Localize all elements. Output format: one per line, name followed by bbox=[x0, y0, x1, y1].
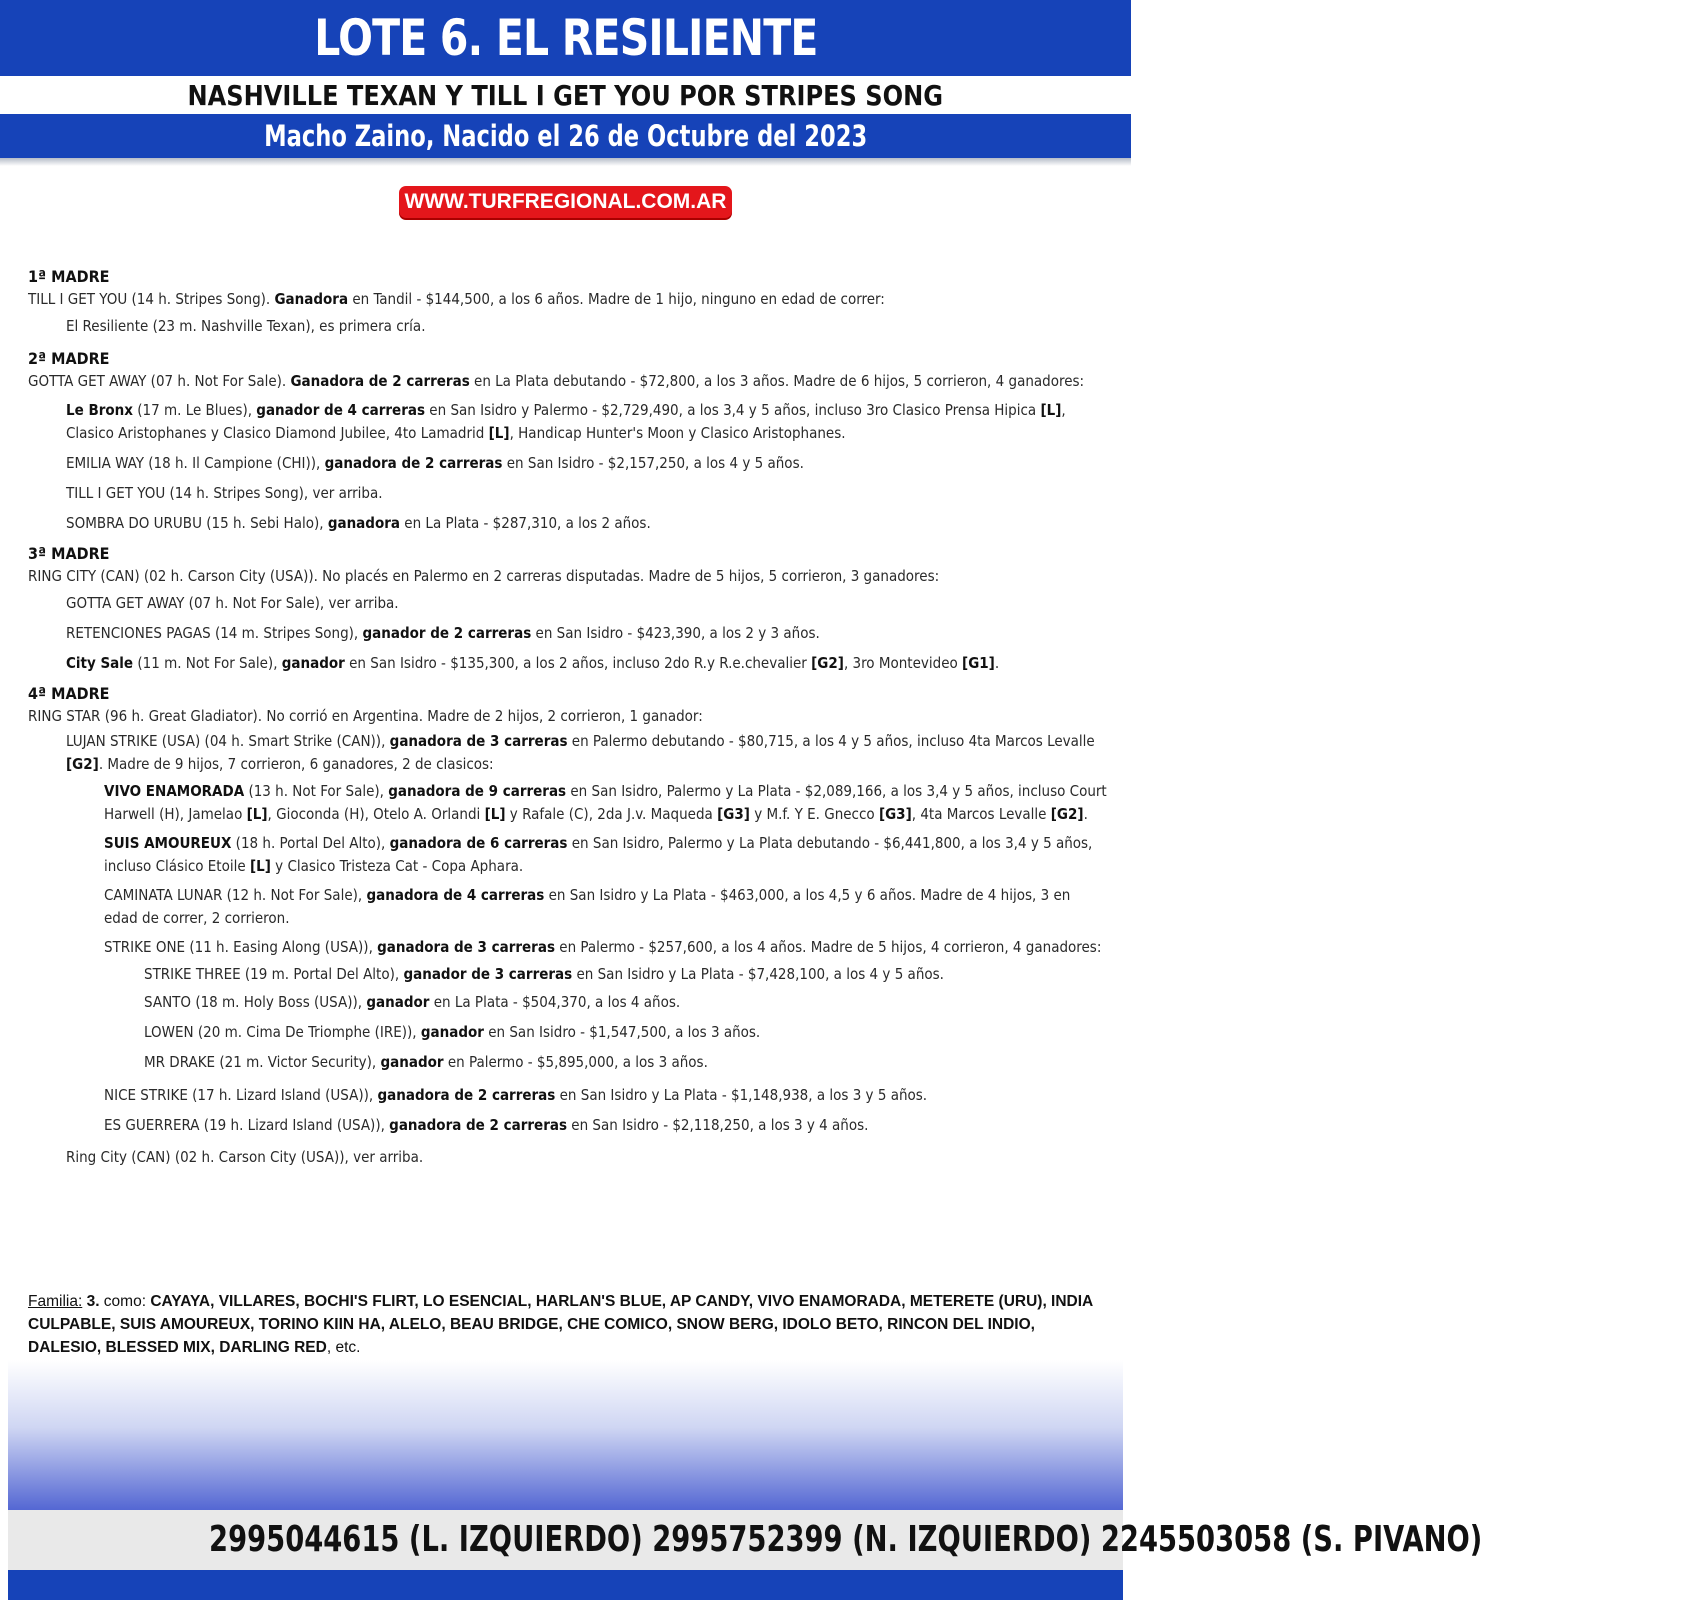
b: ganadora de 2 carreras bbox=[324, 454, 503, 472]
t: , Gioconda (H), Otelo A. Orlandi bbox=[267, 805, 485, 823]
t: en San Isidro, Palermo y La Plata - $2,089,166, a los 3,4 y 5 años, incluso Court Harwell (H), Jamelao bbox=[104, 782, 1107, 823]
b: ganadora de 2 carreras bbox=[377, 1086, 556, 1104]
t: CAMINATA LUNAR (12 h. Not For Sale), bbox=[104, 886, 367, 904]
details-band bbox=[0, 114, 1131, 158]
pedigree-band bbox=[0, 76, 1131, 114]
contact-phones: 2995044615 (L. IZQUIERDO) 2995752399 (N. IZQUIERDO) 2245503058 (S. PIVANO) bbox=[209, 1519, 1483, 1560]
madre4-greatgrand-2 bbox=[28, 991, 1108, 1014]
madre2-text: en La Plata debutando - $72,800, a los 3 años. Madre de 6 hijos, 5 corrieron, 4 ganadores: bbox=[469, 372, 1085, 390]
phone-band bbox=[8, 1510, 1483, 1570]
horse-name: VIVO ENAMORADA bbox=[104, 782, 245, 800]
b: [G3] bbox=[717, 805, 750, 823]
madre4-offspring-2: Ring City (CAN) (02 h. Carson City (USA)), ver arriba. bbox=[66, 1148, 424, 1166]
t: . bbox=[994, 654, 1000, 672]
madre4-line: RING STAR (96 h. Great Gladiator). No corrió en Argentina. Madre de 2 hijos, 2 corrieron, 1 ganador: bbox=[28, 707, 703, 725]
t: en La Plata - $287,310, a los 2 años. bbox=[400, 514, 651, 532]
b: ganador de 2 carreras bbox=[362, 624, 532, 642]
madre3-offspring-1: GOTTA GET AWAY (07 h. Not For Sale), ver arriba. bbox=[66, 594, 399, 612]
b: ganador bbox=[420, 1023, 484, 1041]
t: (17 m. Le Blues), bbox=[132, 401, 257, 419]
madre2-offspring-4 bbox=[28, 512, 1108, 535]
madre4-grand-3 bbox=[28, 884, 1108, 930]
t: . Madre de 9 hijos, 7 corrieron, 6 ganadores, 2 de clasicos: bbox=[98, 755, 494, 773]
madre3-line: RING CITY (CAN) (02 h. Carson City (USA)). No placés en Palermo en 2 carreras disputadas. Madre de 5 hijos, 5 corrieron, 3 ganadores: bbox=[28, 567, 940, 585]
familia-names: CAYAYA, VILLARES, BOCHI'S FLIRT, LO ESENCIAL, HARLAN'S BLUE, AP CANDY, VIVO ENAMORADA, METERETE (URU), INDIA CULPABLE, SUIS AMOUREUX, TORINO KIIN HA, ALELO, BEAU BRIDGE, CHE COMICO, SNOW BERG, IDOLO BETO, RINCON DEL INDIO, DALESIO, BLESSED MIX, DARLING RED bbox=[28, 1293, 1093, 1356]
t: en San Isidro y La Plata - $463,000, a los 4,5 y 6 años. Madre de 4 hijos, 3 en edad de correr, 2 corrieron. bbox=[104, 886, 1071, 927]
t: en La Plata - $504,370, a los 4 años. bbox=[429, 993, 681, 1011]
b: [L] bbox=[246, 805, 268, 823]
madre4-greatgrand-1 bbox=[28, 963, 1108, 986]
horse-details: Macho Zaino, Nacido el 26 de Octubre del 2023 bbox=[263, 119, 868, 153]
t: LUJAN STRIKE (USA) (04 h. Smart Strike (CAN)), bbox=[66, 732, 390, 750]
madre4-grand-1 bbox=[28, 780, 1108, 826]
madre1-text: TILL I GET YOU (14 h. Stripes Song). bbox=[28, 290, 275, 308]
t: (18 h. Portal Del Alto), bbox=[231, 834, 390, 852]
t: en San Isidro, Palermo y La Plata debutando - $6,441,800, a los 3,4 y 5 años, incluso Clásico Etoile bbox=[104, 834, 1093, 875]
madre2-text: GOTTA GET AWAY (07 h. Not For Sale). bbox=[28, 372, 291, 390]
t: , 4ta Marcos Levalle bbox=[911, 805, 1051, 823]
t: SANTO (18 m. Holy Boss (USA)), bbox=[144, 993, 367, 1011]
t: en Palermo debutando - $80,715, a los 4 y 5 años, incluso 4ta Marcos Levalle bbox=[567, 732, 1095, 750]
madre4-offspring-1 bbox=[28, 730, 1108, 776]
madre1-text: en Tandil - $144,500, a los 6 años. Madre de 1 hijo, ninguno en edad de correr: bbox=[348, 290, 885, 308]
madre1-heading: 1ª MADRE bbox=[28, 267, 110, 286]
t: SOMBRA DO URUBU (15 h. Sebi Halo), bbox=[66, 514, 328, 532]
b: [L] bbox=[1040, 401, 1062, 419]
t: ES GUERRERA (19 h. Lizard Island (USA)), bbox=[104, 1116, 390, 1134]
t: . bbox=[1083, 805, 1088, 823]
b: ganadora de 3 carreras bbox=[377, 938, 555, 956]
madre4-greatgrand-4 bbox=[28, 1051, 1108, 1074]
b: [G2] bbox=[1050, 805, 1084, 823]
madre1-offspring: El Resiliente (23 m. Nashville Texan), es primera cría. bbox=[66, 317, 426, 335]
horse-name: Le Bronx bbox=[66, 401, 133, 419]
b: [L] bbox=[249, 857, 271, 875]
familia-como: como: bbox=[99, 1293, 151, 1310]
familia-section bbox=[28, 1290, 1108, 1359]
familia-label: Familia: bbox=[28, 1293, 83, 1310]
t: en Palermo - $257,600, a los 4 años. Madre de 5 hijos, 4 corrieron, 4 ganadores: bbox=[554, 938, 1102, 956]
t: en San Isidro - $1,547,500, a los 3 años. bbox=[483, 1023, 761, 1041]
t: (11 m. Not For Sale), bbox=[133, 654, 282, 672]
b: ganadora bbox=[327, 514, 400, 532]
b: [G3] bbox=[878, 805, 912, 823]
t: , Clasico Aristophanes y Clasico Diamond Jubilee, 4to Lamadrid bbox=[66, 401, 1066, 442]
madre4-grand-4 bbox=[28, 936, 1108, 959]
t: y M.f. Y E. Gnecco bbox=[749, 805, 879, 823]
familia-etc: , etc. bbox=[326, 1339, 361, 1356]
b: ganador de 4 carreras bbox=[256, 401, 426, 419]
b: [G2] bbox=[811, 654, 844, 672]
madre2-line bbox=[28, 370, 1108, 393]
madre4-heading: 4ª MADRE bbox=[28, 684, 110, 703]
madre4-grand-5 bbox=[28, 1084, 1108, 1107]
horse-name: City Sale bbox=[66, 654, 134, 672]
t: en San Isidro y La Plata - $7,428,100, a los 4 y 5 años. bbox=[572, 965, 944, 983]
b: ganador de 3 carreras bbox=[403, 965, 573, 983]
t: , 3ro Montevideo bbox=[843, 654, 963, 672]
t: en San Isidro - $423,390, a los 2 y 3 años. bbox=[531, 624, 820, 642]
footer-gradient bbox=[8, 1360, 1123, 1510]
footer-bottom-band bbox=[8, 1570, 1123, 1600]
t: (13 h. Not For Sale), bbox=[244, 782, 389, 800]
t: en San Isidro - $2,157,250, a los 4 y 5 años. bbox=[502, 454, 804, 472]
t: RETENCIONES PAGAS (14 m. Stripes Song), bbox=[66, 624, 363, 642]
madre2-offspring-2 bbox=[28, 452, 1108, 475]
madre3-offspring-2 bbox=[28, 622, 1108, 645]
t: MR DRAKE (21 m. Victor Security), bbox=[144, 1053, 381, 1071]
madre3-offspring-3 bbox=[28, 652, 1108, 675]
header-shadow bbox=[0, 158, 1131, 166]
t: STRIKE ONE (11 h. Easing Along (USA)), bbox=[104, 938, 378, 956]
b: ganador bbox=[380, 1053, 444, 1071]
madre2-offspring-1 bbox=[28, 399, 1108, 445]
t: STRIKE THREE (19 m. Portal Del Alto), bbox=[144, 965, 404, 983]
madre3-heading: 3ª MADRE bbox=[28, 544, 110, 563]
website-link[interactable]: WWW.TURFREGIONAL.COM.AR bbox=[399, 186, 732, 218]
b: ganador bbox=[281, 654, 345, 672]
madre1-bold: Ganadora bbox=[274, 290, 349, 308]
t: en San Isidro - $2,118,250, a los 3 y 4 años. bbox=[567, 1116, 869, 1134]
t: en Palermo - $5,895,000, a los 3 años. bbox=[443, 1053, 708, 1071]
b: ganadora de 3 carreras bbox=[389, 732, 568, 750]
pedigree-line: NASHVILLE TEXAN Y TILL I GET YOU POR STRIPES SONG bbox=[187, 79, 944, 112]
t: , Handicap Hunter's Moon y Clasico Aristophanes. bbox=[509, 424, 846, 442]
horse-name: SUIS AMOUREUX bbox=[104, 834, 232, 852]
b: [G2] bbox=[66, 755, 99, 773]
lot-title: LOTE 6. EL RESILIENTE bbox=[313, 9, 818, 67]
t: y Rafale (C), 2da J.v. Maqueda bbox=[505, 805, 718, 823]
familia-number: 3. bbox=[82, 1293, 100, 1310]
pedigree-content bbox=[28, 268, 1108, 1169]
b: ganadora de 9 carreras bbox=[388, 782, 567, 800]
madre2-bold: Ganadora de 2 carreras bbox=[290, 372, 470, 390]
t: en San Isidro y Palermo - $2,729,490, a los 3,4 y 5 años, incluso 3ro Clasico Prensa Hipica bbox=[425, 401, 1041, 419]
t: LOWEN (20 m. Cima De Triomphe (IRE)), bbox=[144, 1023, 421, 1041]
madre2-heading: 2ª MADRE bbox=[28, 349, 110, 368]
madre4-grand-2 bbox=[28, 832, 1108, 878]
b: ganadora de 2 carreras bbox=[389, 1116, 567, 1134]
madre4-grand-6 bbox=[28, 1114, 1108, 1137]
t: EMILIA WAY (18 h. Il Campione (CHI)), bbox=[66, 454, 325, 472]
t: y Clasico Tristeza Cat - Copa Aphara. bbox=[270, 857, 524, 875]
b: ganadora de 6 carreras bbox=[389, 834, 568, 852]
t: en San Isidro - $135,300, a los 2 años, incluso 2do R.y R.e.chevalier bbox=[344, 654, 812, 672]
t: en San Isidro y La Plata - $1,148,938, a los 3 y 5 años. bbox=[555, 1086, 928, 1104]
b: [L] bbox=[484, 805, 506, 823]
madre4-greatgrand-3 bbox=[28, 1021, 1108, 1044]
b: ganador bbox=[366, 993, 430, 1011]
madre1-line bbox=[28, 288, 1108, 311]
lot-title-band bbox=[0, 0, 1131, 76]
b: [G1] bbox=[962, 654, 995, 672]
b: ganadora de 4 carreras bbox=[366, 886, 545, 904]
b: [L] bbox=[488, 424, 510, 442]
t: NICE STRIKE (17 h. Lizard Island (USA)), bbox=[104, 1086, 378, 1104]
madre2-offspring-3: TILL I GET YOU (14 h. Stripes Song), ver arriba. bbox=[66, 484, 383, 502]
